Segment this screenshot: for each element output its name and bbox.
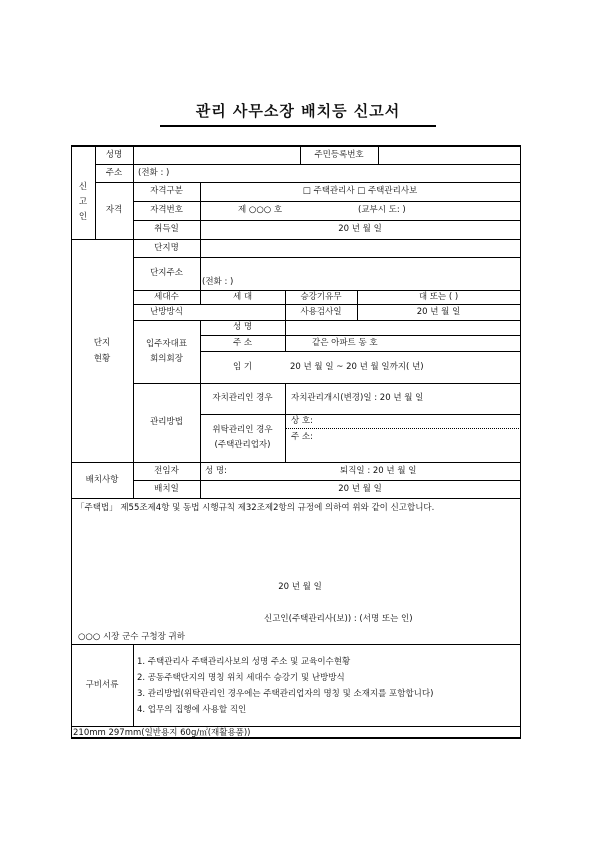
paper-spec-footer: 210mm 297mm(일반용지 60g/㎡(재활용품))	[73, 727, 251, 738]
complex-address-phone[interactable]: (전화 : )	[202, 276, 234, 287]
inspection-value[interactable]: 20 년 월 일	[416, 306, 461, 317]
consign-company-address[interactable]: 주 소:	[291, 431, 313, 442]
reporter-side-label: 신 고 인	[78, 181, 88, 222]
complex-name-label: 단지명	[154, 242, 179, 253]
acquire-date-label: 취득일	[154, 224, 179, 234]
qual-number-label: 자격번호	[150, 205, 183, 215]
name-field[interactable]	[134, 146, 299, 164]
self-management-label: 자치관리인 경우	[212, 393, 273, 403]
predecessor-retire-date[interactable]: 퇴직일 : 20 년 월 일	[340, 465, 417, 476]
reporter-signature[interactable]: 신고인(주택관리사(보)) : (서명 또는 인)	[264, 613, 413, 624]
recipient: ○○○ 시장 군수 구청장 귀하	[78, 631, 185, 642]
qualification-label: 자격	[105, 205, 123, 215]
rep-address-label: 주 소	[232, 337, 253, 348]
form-title: 관리 사무소장 배치등 신고서	[195, 102, 401, 120]
address-label: 주소	[105, 167, 123, 178]
address-phone[interactable]: (전화 : )	[138, 167, 170, 178]
rep-name-field[interactable]	[286, 320, 520, 335]
rep-term-value[interactable]: 20 년 월 일 ~ 20 년 월 일까지( 년)	[290, 361, 424, 372]
name-label: 성명	[105, 149, 123, 160]
rep-address-value[interactable]: 같은 아파트 동 호	[312, 337, 378, 348]
resident-rep-label: 입주자대표 회의회장	[145, 338, 188, 364]
document-item: 3. 관리방법(위탁관리인 경우에는 주택관리업자의 명칭 및 소재지를 포함합니다)	[137, 688, 434, 699]
households-value[interactable]: 세 대	[232, 291, 253, 302]
elevator-label: 승강기유무	[300, 291, 342, 302]
declaration-date[interactable]: 20 년 월 일	[278, 581, 322, 592]
rep-name-label: 성 명	[232, 322, 253, 332]
heating-label: 난방방식	[150, 306, 183, 317]
qual-issue-province[interactable]: (교부시 도: )	[358, 205, 406, 215]
declaration-text: 「주택법」 제55조제4항 및 동법 시행규칙 제32조제2항의 규정에 의하여 위와 같이 신고합니다.	[76, 503, 435, 513]
complex-name-field[interactable]	[201, 239, 520, 257]
id-number-label: 주민등록번호	[314, 149, 364, 160]
complex-side-label: 단지 현황	[93, 337, 111, 364]
placement-side-label: 배치사항	[85, 474, 119, 485]
predecessor-label: 전임자	[154, 465, 179, 476]
management-method-label: 관리방법	[150, 417, 183, 427]
id-number-field[interactable]	[379, 146, 520, 164]
title-underline	[160, 125, 436, 127]
consign-company-name[interactable]: 상 호:	[291, 415, 313, 426]
qual-type-checkboxes[interactable]: □ 주택관리사 □ 주택관리사보	[302, 186, 418, 196]
households-label: 세대수	[154, 291, 179, 302]
elevator-value[interactable]: 대 또는 ( )	[418, 291, 459, 302]
document-item: 4. 업무의 집행에 사용할 직인	[137, 704, 247, 715]
qual-type-label: 자격구분	[150, 186, 183, 196]
placement-date-label: 배치일	[154, 483, 179, 494]
self-management-start[interactable]: 자치관리개시(변경)일 : 20 년 월 일	[291, 393, 424, 403]
consign-management-label: 위탁관리인 경우 (주택관리업자)	[212, 425, 273, 450]
placement-date-value[interactable]: 20 년 월 일	[338, 483, 382, 494]
complex-address-label: 단지주소	[150, 268, 183, 278]
document-item: 2. 공동주택단지의 명칭 위치 세대수 승강기 및 난방방식	[137, 672, 345, 683]
heating-field[interactable]	[201, 304, 285, 320]
qual-number-value[interactable]: 제 ○○○ 호	[238, 205, 283, 215]
required-documents-label: 구비서류	[85, 679, 119, 690]
predecessor-name[interactable]: 성 명:	[205, 465, 227, 476]
inspection-label: 사용검사일	[300, 306, 342, 317]
acquire-date-value[interactable]: 20 년 월 일	[338, 224, 382, 234]
rep-term-label: 임 기	[232, 361, 253, 372]
document-item: 1. 주택관리사 주택관리사보의 성명 주소 및 교육이수현황	[137, 656, 351, 667]
